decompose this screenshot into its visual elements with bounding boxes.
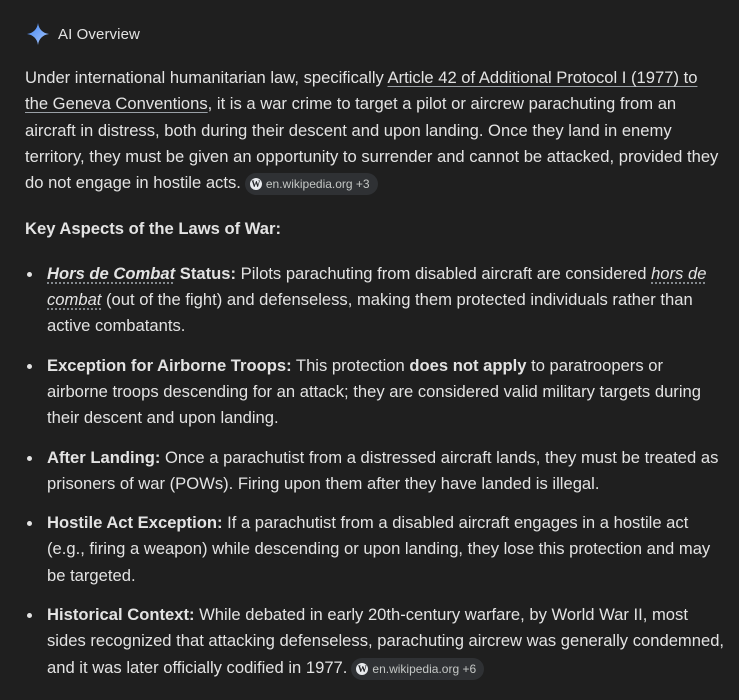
intro-text-after: , it is a war crime to target a pilot or aircrew parachuting from an aircraft in distress, both during their descent and upon landing. Once they land in enemy territory, they must be given an opportunity to surrender and cannot be attacked, provided they do not engage in hostile acts.: [25, 94, 719, 193]
bullet-title: Hostile Act Exception:: [47, 513, 223, 533]
key-aspects-list: [25, 261, 725, 681]
bullet-bold-phrase: does not apply: [409, 355, 527, 375]
section-title: Key Aspects of the Laws of War:: [25, 219, 282, 239]
bullet-text-after: (out of the fight) and defenseless, making them protected individuals rather than active combatants.: [47, 290, 693, 336]
source-chip-label: en.wikipedia.org +6: [372, 661, 477, 676]
bullet-text: If a parachutist from a disabled aircraft engages in a hostile act (e.g., firing a weapon) while descending or upon landing, they lose this protection and may be targeted.: [47, 513, 711, 585]
ai-overview-header: [26, 20, 140, 48]
list-item-airborne-troops: [25, 353, 725, 432]
source-chip-intro[interactable]: [245, 173, 378, 195]
bullet-title: After Landing:: [47, 447, 161, 467]
bullet-title: [47, 264, 236, 283]
bullet-text: Pilots parachuting from disabled aircraft are considered: [236, 263, 652, 283]
article-42-link[interactable]: Article 42 of Additional Protocol I (1977) to the Geneva Conventions: [25, 68, 698, 114]
list-item-hostile-act: [25, 510, 725, 589]
bullet-title: Historical Context:: [47, 605, 195, 625]
bullet-text: Once a parachutist from a distressed aircraft lands, they must be treated as prisoners of war (POWs). Firing upon them after they have landed is illegal.: [47, 447, 719, 493]
intro-paragraph: [25, 65, 725, 196]
list-item-after-landing: [25, 445, 725, 498]
list-item-historical-context: [25, 602, 725, 681]
ai-overview-content: [25, 65, 725, 694]
bullet-text: This protection: [291, 355, 410, 375]
bullet-title-rest: Status:: [175, 263, 237, 283]
sparkle-icon: [26, 22, 50, 46]
hors-de-combat-term[interactable]: Hors de Combat: [47, 263, 176, 283]
bullet-text: While debated in early 20th-century warfare, by World War II, most sides recognized that attacking defenseless, parachuting aircrew was generally condemned, and it was later officially codified in 1977.: [47, 605, 725, 677]
wikipedia-icon: W: [251, 179, 261, 190]
bullet-text-after: to paratroopers or airborne troops descending for an attack; they are considered valid military targets during their descent and upon landing.: [47, 355, 701, 428]
bullet-title: Exception for Airborne Troops:: [47, 355, 292, 375]
hors-de-combat-inline-term[interactable]: hors de combat: [47, 263, 707, 310]
source-chip-label: en.wikipedia.org +3: [265, 177, 370, 192]
ai-overview-title: AI Overview: [58, 25, 140, 43]
wikipedia-icon: W: [357, 663, 367, 674]
list-item-hors-de-combat: [25, 261, 725, 340]
source-chip-historical[interactable]: [351, 658, 484, 680]
intro-text-before: Under international humanitarian law, specifically: [25, 68, 388, 87]
